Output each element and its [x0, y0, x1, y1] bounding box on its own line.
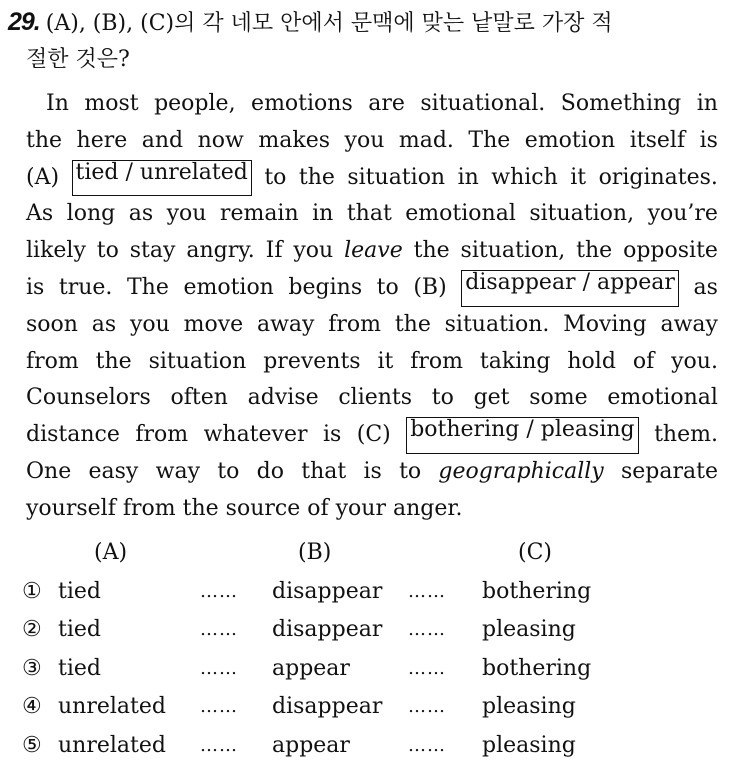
option-c: bothering: [482, 656, 591, 681]
question-number: 29.: [8, 8, 40, 36]
option-c: bothering: [482, 579, 591, 604]
passage-word: you: [293, 233, 333, 270]
passage-word: The: [127, 270, 169, 307]
question-prompt: [8, 4, 720, 78]
passage-word: situational.: [420, 86, 545, 123]
option-dots: ……: [200, 658, 238, 679]
passage-word: and: [142, 123, 183, 160]
option-dots: ……: [408, 735, 446, 756]
passage-word: away: [257, 307, 315, 344]
passage-line: [26, 307, 718, 344]
option-dots: ……: [408, 658, 446, 679]
passage-word: to: [432, 380, 454, 417]
passage-word: situation,: [529, 196, 634, 233]
passage-word: from: [26, 344, 79, 381]
passage-word: the: [299, 160, 335, 197]
passage-word: to: [399, 454, 421, 491]
passage-word: is: [26, 270, 44, 307]
passage-line: [26, 123, 718, 160]
passage-word: in: [458, 160, 479, 197]
option-dots: ……: [200, 735, 238, 756]
passage-word: distance: [26, 417, 120, 454]
passage-word: as: [129, 196, 153, 233]
option-c: pleasing: [482, 617, 576, 642]
passage-word: you’re: [648, 196, 718, 233]
option-a: tied: [58, 579, 101, 604]
passage-word: Counselors: [26, 380, 151, 417]
passage-word: that: [347, 196, 392, 233]
passage-word: in: [312, 196, 333, 233]
passage-word: some: [529, 380, 587, 417]
passage-line: [26, 233, 718, 270]
passage-word: which: [491, 160, 558, 197]
header-a: (A): [94, 540, 127, 565]
passage-word: way: [156, 454, 200, 491]
passage-word: begins: [288, 270, 362, 307]
passage-word: source: [226, 491, 301, 528]
passage-word: most: [84, 86, 138, 123]
option-row[interactable]: [22, 579, 712, 618]
passage-word: to: [97, 233, 119, 270]
passage-word: the: [96, 344, 132, 381]
passage-word: likely: [26, 233, 86, 270]
passage-word: from: [328, 307, 381, 344]
option-row[interactable]: [22, 733, 712, 771]
option-c: pleasing: [482, 733, 576, 758]
passage-word: itself: [630, 123, 685, 160]
passage-word: the: [414, 233, 450, 270]
passage-line: [26, 344, 718, 381]
passage-word: you: [345, 123, 385, 160]
passage-line: [26, 454, 718, 491]
option-b: disappear: [272, 617, 382, 642]
passage-word: the: [395, 307, 431, 344]
passage-word: is: [363, 454, 381, 491]
passage-word: One: [26, 454, 71, 491]
italic-word: geographically: [438, 454, 603, 491]
passage-word: emotional: [607, 380, 718, 417]
passage-line: [26, 86, 718, 123]
passage-word: of: [633, 344, 654, 381]
passage-word: long: [67, 196, 116, 233]
option-b: appear: [272, 733, 350, 758]
passage-word: easy: [89, 454, 139, 491]
passage-line: [26, 417, 718, 454]
header-b: (B): [298, 540, 331, 565]
passage-word: get: [474, 380, 510, 417]
passage-word: situation: [149, 344, 247, 381]
option-a: tied: [58, 656, 101, 681]
answer-box: bothering / pleasing: [406, 417, 638, 454]
passage-word: from: [123, 491, 176, 528]
option-dots: ……: [408, 696, 446, 717]
passage-word: it: [570, 160, 586, 197]
passage-word: is: [700, 123, 718, 160]
passage-word: to: [217, 454, 239, 491]
passage-word: is: [323, 417, 341, 454]
passage-word: whatever: [204, 417, 308, 454]
passage-word: mad.: [399, 123, 454, 160]
passage-word: angry.: [186, 233, 254, 270]
passage-word: Something: [561, 86, 682, 123]
passage-word: true.: [59, 270, 113, 307]
option-a: unrelated: [58, 733, 166, 758]
passage-word: yourself: [26, 491, 116, 528]
passage-word: away: [660, 307, 718, 344]
option-c: pleasing: [482, 694, 576, 719]
passage-word: in: [697, 86, 718, 123]
passage-word: of: [307, 491, 328, 528]
passage-word: to: [377, 270, 399, 307]
answer-box: disappear / appear: [461, 270, 679, 307]
passage-word: emotional: [405, 196, 516, 233]
option-b: disappear: [272, 579, 382, 604]
passage-word: the: [26, 123, 62, 160]
option-number: ③: [22, 656, 42, 681]
option-row[interactable]: [22, 656, 712, 695]
passage-line: [26, 270, 718, 307]
option-number: ⑤: [22, 733, 42, 758]
passage-word: situation,: [461, 233, 566, 270]
option-dots: ……: [200, 619, 238, 640]
passage-line: [26, 380, 718, 417]
option-dots: ……: [408, 619, 446, 640]
passage-word: you.: [671, 344, 718, 381]
options-header: [22, 540, 712, 579]
passage-word: taking: [480, 344, 551, 381]
passage-word: as: [693, 270, 717, 307]
passage-word: prevents: [263, 344, 360, 381]
option-dots: ……: [408, 581, 446, 602]
passage-word: makes: [258, 123, 330, 160]
passage-word: emotions: [251, 86, 353, 123]
passage-word: the: [183, 491, 219, 528]
passage-word: (B): [413, 270, 446, 307]
passage-word: soon: [26, 307, 78, 344]
passage-word: from: [135, 417, 188, 454]
passage-word: advise: [248, 380, 319, 417]
passage-word: clients: [338, 380, 412, 417]
passage-line: [26, 491, 718, 528]
passage-word: often: [171, 380, 228, 417]
passage-word: In: [46, 86, 69, 123]
passage-word: them.: [654, 417, 718, 454]
header-c: (C): [518, 540, 552, 565]
passage-line: [26, 196, 718, 233]
passage-word: move: [184, 307, 244, 344]
passage-word: situation.: [445, 307, 550, 344]
passage-word: that: [301, 454, 346, 491]
passage-word: as: [92, 307, 116, 344]
passage-word: stay: [130, 233, 176, 270]
option-dots: ……: [200, 696, 238, 717]
passage-word: now: [198, 123, 244, 160]
option-a: unrelated: [58, 694, 166, 719]
option-number: ②: [22, 617, 42, 642]
option-dots: ……: [200, 581, 238, 602]
passage-word: do: [257, 454, 284, 491]
passage: [26, 86, 718, 528]
passage-word: you: [167, 196, 207, 233]
passage-word: remain: [220, 196, 299, 233]
passage-word: separate: [621, 454, 718, 491]
passage-word: the: [576, 233, 612, 270]
passage-word: from: [410, 344, 463, 381]
question-line-1: [8, 4, 720, 42]
passage-word: emotion: [525, 123, 615, 160]
passage-word: to: [264, 160, 286, 197]
passage-word: you: [130, 307, 170, 344]
passage-line: [26, 160, 718, 197]
option-number: ④: [22, 694, 42, 719]
passage-word: If: [266, 233, 283, 270]
passage-word: The: [468, 123, 510, 160]
option-b: disappear: [272, 694, 382, 719]
passage-word: hold: [567, 344, 616, 381]
question-line-2: 절한 것은?: [8, 42, 720, 78]
answer-box: tied / unrelated: [72, 160, 252, 197]
option-b: appear: [272, 656, 350, 681]
passage-word: your: [336, 491, 386, 528]
question-text-1: (A), (B), (C)의 각 네모 안에서 문맥에 맞는 낱말로 가장 적: [46, 11, 613, 36]
passage-word: it: [377, 344, 393, 381]
passage-word: situation: [347, 160, 445, 197]
option-row[interactable]: [22, 694, 712, 733]
passage-word: anger.: [393, 491, 462, 528]
passage-word: people,: [154, 86, 235, 123]
option-a: tied: [58, 617, 101, 642]
passage-word: (A): [26, 160, 59, 197]
passage-word: As: [26, 196, 53, 233]
answer-options: [22, 540, 712, 771]
italic-word: leave: [344, 233, 403, 270]
passage-word: opposite: [623, 233, 718, 270]
passage-word: (C): [357, 417, 391, 454]
option-number: ①: [22, 579, 42, 604]
passage-word: originates.: [599, 160, 718, 197]
passage-word: Moving: [563, 307, 647, 344]
option-row[interactable]: [22, 617, 712, 656]
passage-word: here: [77, 123, 128, 160]
passage-word: emotion: [183, 270, 273, 307]
passage-word: are: [368, 86, 405, 123]
